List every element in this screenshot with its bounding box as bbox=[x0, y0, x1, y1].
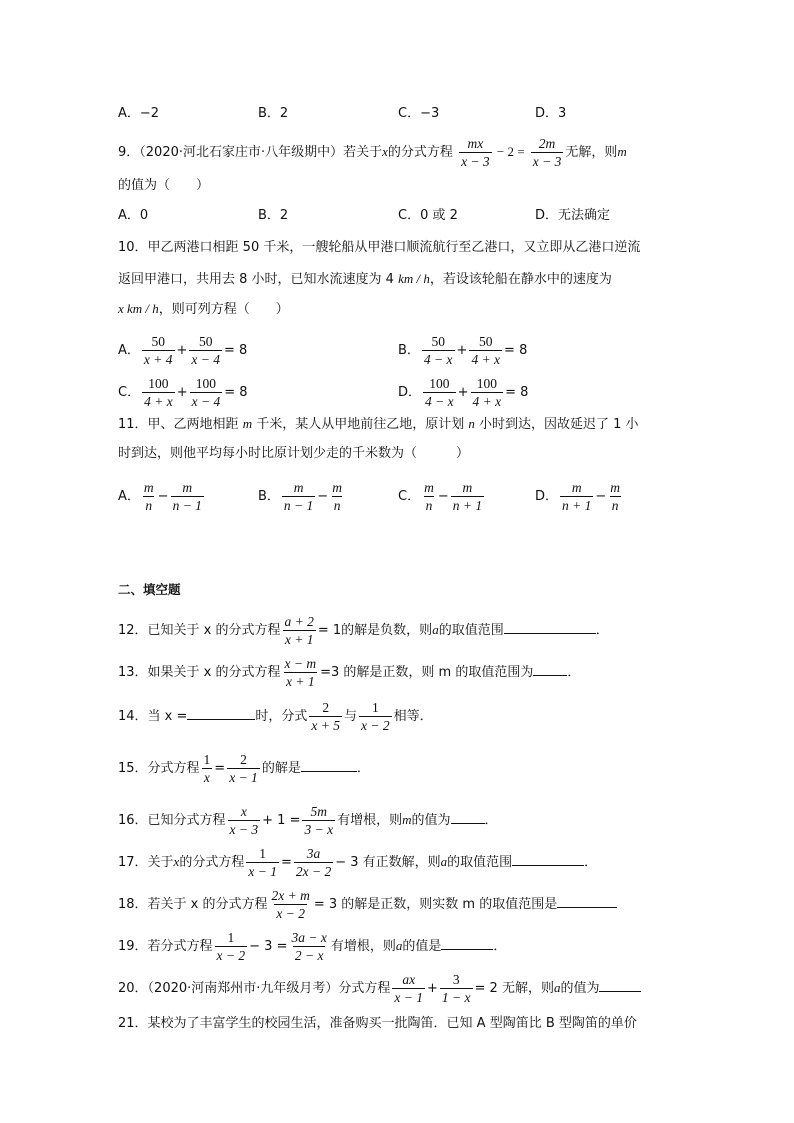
q15-fraction-1 bbox=[202, 752, 213, 785]
q11-option-b: B． $\frac{m}{n - 1}$ − $\frac{m}{n}$ bbox=[258, 480, 342, 513]
q16-a: 16．已知分式方程 bbox=[118, 813, 226, 828]
question-12 bbox=[118, 614, 609, 647]
question-15 bbox=[118, 752, 370, 785]
q10-l3a: x km / h bbox=[118, 301, 159, 316]
q20-f1d: x − 1 bbox=[394, 990, 424, 1005]
q10-d-label: D． bbox=[398, 385, 422, 400]
q14-f2n: 1 bbox=[371, 700, 379, 715]
q13-den: x + 1 bbox=[286, 674, 315, 689]
q20-mid: + bbox=[427, 981, 438, 996]
q10-l2b: ，若设该轮船在静水中的速度为 bbox=[429, 272, 612, 287]
q9-minus2: − 2 = bbox=[493, 144, 525, 159]
question-13 bbox=[118, 656, 580, 689]
q19-answer-blank[interactable] bbox=[441, 935, 493, 950]
q9-tail: 无解，则 bbox=[565, 145, 618, 160]
q10-b-label: B． bbox=[398, 343, 420, 358]
question-17 bbox=[118, 846, 597, 879]
q16-mid: + 1 = bbox=[262, 813, 301, 828]
q12-answer-blank[interactable] bbox=[504, 619, 596, 634]
q10-option-b: B． $\frac{50}{4 - x}$ + $\frac{50}{4 + x}$ = 8 bbox=[398, 334, 528, 367]
q17-fraction-1 bbox=[246, 846, 279, 879]
question-20 bbox=[118, 972, 641, 1005]
q11-line2: 时到达，则他平均每小时比原计划少走的千米数为（ ） bbox=[118, 446, 470, 461]
q10-d-frac2 bbox=[471, 376, 504, 409]
q12-a: 12．已知关于 x 的分式方程 bbox=[118, 623, 281, 638]
q10-c-frac2 bbox=[190, 376, 223, 409]
q11-a-f2n: m bbox=[182, 480, 193, 495]
q10-option-c: C． $\frac{100}{4 + x}$ + $\frac{100}{x - 4}$ = 8 bbox=[118, 376, 248, 409]
q11-a-f1d: n bbox=[145, 498, 153, 513]
q11-d-f1n: m bbox=[571, 480, 582, 495]
q15-eq: = bbox=[214, 761, 226, 776]
q9-option-b: B．2 bbox=[258, 208, 289, 223]
q10-b-f1n: 50 bbox=[431, 334, 445, 349]
q9-prefix: 9．（2020·河北石家庄市·八年级期中）若关于 bbox=[118, 145, 383, 160]
q10-c-f1d: 4 + x bbox=[144, 394, 173, 409]
q15-b: 的解是 bbox=[261, 761, 301, 776]
q10-c-eq: = 8 bbox=[224, 385, 248, 400]
q16-fraction-1 bbox=[228, 804, 261, 837]
q10-option-d: D． $\frac{100}{4 - x}$ + $\frac{100}{4 + x}$ = 8 bbox=[398, 376, 529, 409]
q9-f2-den: x − 3 bbox=[532, 154, 562, 169]
q14-a: 14．当 x = bbox=[118, 709, 188, 724]
q11-c-frac2 bbox=[451, 480, 484, 513]
q14-fraction-2 bbox=[359, 700, 392, 733]
q20-answer-blank[interactable] bbox=[599, 977, 641, 992]
q16-b: 有增根，则 bbox=[337, 813, 403, 828]
q9-option-a: A．0 bbox=[118, 208, 149, 223]
q10-a-frac2 bbox=[189, 334, 222, 367]
q11-a-f2d: n − 1 bbox=[172, 498, 202, 513]
q19-fraction-2 bbox=[289, 930, 328, 963]
q13-fraction bbox=[283, 656, 319, 689]
q10-option-a: A． $\frac{50}{x + 4}$ + $\frac{50}{x - 4}$ = 8 bbox=[118, 334, 248, 367]
q13-a: 13．如果关于 x 的分式方程 bbox=[118, 665, 281, 680]
q12-end: ． bbox=[595, 623, 609, 638]
q16-answer-blank[interactable] bbox=[451, 809, 485, 824]
q11-l1c: 小时到达，因故延迟了 1 小 bbox=[474, 417, 639, 432]
q15-f2d: x − 1 bbox=[229, 770, 258, 785]
q8-option-b: B．2 bbox=[258, 106, 289, 121]
q13-num: x − m bbox=[284, 656, 317, 671]
q11-c-frac1 bbox=[422, 480, 436, 513]
q20-f1n: ax bbox=[402, 972, 416, 987]
q11-c-f1d: n bbox=[425, 498, 433, 513]
q12-b: = 1的解是负数，则 bbox=[317, 623, 433, 638]
q11-n: n bbox=[468, 416, 475, 431]
q10-a-label: A． bbox=[118, 343, 140, 358]
q14-b: 时，分式 bbox=[255, 709, 308, 724]
q11-a-frac2 bbox=[171, 480, 204, 513]
q10-c-f1n: 100 bbox=[148, 376, 169, 391]
q11-l1a: 11．甲、乙两地相距 bbox=[118, 417, 243, 432]
q18-fraction bbox=[270, 888, 312, 921]
q10-b-f2n: 50 bbox=[478, 334, 493, 349]
q19-b: 有增根，则 bbox=[330, 939, 396, 954]
q11-a-f1n: m bbox=[143, 480, 154, 495]
q10-d-f1d: 4 − x bbox=[425, 394, 454, 409]
q20-fraction-1 bbox=[392, 972, 425, 1005]
q10-d-f1n: 100 bbox=[429, 376, 450, 391]
q11-a-label: A． bbox=[118, 489, 140, 504]
q20-fraction-2 bbox=[440, 972, 473, 1005]
q10-line2 bbox=[118, 269, 612, 290]
q10-b-f1d: 4 − x bbox=[423, 352, 453, 367]
q11-b-f2d: n bbox=[333, 498, 341, 513]
q8-option-c: C．−3 bbox=[398, 106, 440, 121]
q16-f1d: x − 3 bbox=[229, 822, 259, 837]
q17-d: 的取值范围 bbox=[447, 855, 513, 870]
q15-f1n: 1 bbox=[203, 752, 211, 767]
q9-fraction-1 bbox=[459, 136, 492, 169]
q19-mid: − 3 = bbox=[249, 939, 288, 954]
q9-f1-den: x − 3 bbox=[461, 154, 490, 169]
q10-d-f2d: 4 + x bbox=[472, 394, 502, 409]
q19-c: 的值是 bbox=[402, 939, 442, 954]
q13-answer-blank[interactable] bbox=[533, 661, 567, 676]
q19-f1d: x − 2 bbox=[216, 948, 246, 963]
q9-m: m bbox=[617, 144, 627, 159]
q17-end: ． bbox=[584, 855, 598, 870]
q9-option-c: C．0 或 2 bbox=[398, 208, 458, 223]
q11-line1 bbox=[118, 414, 639, 435]
q19-f2n: 3a − x bbox=[291, 930, 327, 945]
q8-option-a: A．−2 bbox=[118, 106, 160, 121]
q9-f2-num: 2m bbox=[538, 136, 556, 151]
q18-num: 2x + m bbox=[271, 888, 310, 903]
q19-end: ． bbox=[493, 939, 507, 954]
q10-c-frac1 bbox=[142, 376, 175, 409]
q11-b-frac1 bbox=[282, 480, 315, 513]
q15-fraction-2 bbox=[227, 752, 260, 785]
q8-option-d: D．3 bbox=[535, 106, 567, 121]
q11-b-f2n: m bbox=[332, 480, 342, 495]
q11-c-f1n: m bbox=[424, 480, 434, 495]
q12-c: 的取值范围 bbox=[438, 623, 504, 638]
q11-option-d: D． $\frac{m}{n + 1}$ − $\frac{m}{n}$ bbox=[535, 480, 621, 513]
q9-var: x bbox=[382, 144, 388, 159]
q14-f1n: 2 bbox=[322, 700, 330, 715]
q10-b-frac2 bbox=[469, 334, 502, 367]
q12-num: a + 2 bbox=[284, 614, 314, 629]
question-19 bbox=[118, 930, 506, 963]
q10-unit: km / h bbox=[398, 271, 430, 286]
q11-option-c: C． $\frac{m}{n}$ − $\frac{m}{n + 1}$ bbox=[398, 480, 483, 513]
q10-d-frac1 bbox=[423, 376, 456, 409]
q15-end: ． bbox=[356, 761, 370, 776]
q16-fraction-2 bbox=[302, 804, 335, 837]
q14-f1d: x + 5 bbox=[311, 718, 341, 733]
q10-l3b: ，则可列方程（ ） bbox=[158, 302, 289, 317]
q10-c-label: C． bbox=[118, 385, 141, 400]
q16-var: m bbox=[402, 812, 412, 827]
q10-c-f2n: 100 bbox=[195, 376, 217, 391]
q18-a: 18．若关于 x 的分式方程 bbox=[118, 897, 268, 912]
q17-fraction-2 bbox=[294, 846, 333, 879]
q20-var: a bbox=[553, 980, 561, 995]
q17-answer-blank[interactable] bbox=[512, 851, 584, 866]
q14-f2d: x − 2 bbox=[361, 718, 390, 733]
q11-d-f2d: n bbox=[611, 498, 619, 513]
q19-fraction-1 bbox=[215, 930, 248, 963]
q10-a-frac1 bbox=[142, 334, 175, 367]
q11-m: m bbox=[242, 416, 253, 431]
q17-f1n: 1 bbox=[259, 846, 267, 861]
q10-b-frac1 bbox=[422, 334, 455, 367]
q11-b-frac2 bbox=[330, 480, 344, 513]
q10-line3 bbox=[118, 299, 289, 320]
q11-d-frac1 bbox=[560, 480, 593, 513]
q11-l1b: 千米，某人从甲地前往乙地，原计划 bbox=[252, 417, 469, 432]
q11-b-f1n: m bbox=[293, 480, 304, 495]
q10-b-f2d: 4 + x bbox=[471, 352, 501, 367]
q19-a: 19．若分式方程 bbox=[118, 939, 213, 954]
q18-b: = 3 的解是正数，则实数 m 的取值范围是 bbox=[313, 897, 558, 912]
q17-mid: = bbox=[280, 855, 292, 870]
q10-a-eq: = 8 bbox=[224, 343, 248, 358]
q11-a-frac1 bbox=[142, 480, 156, 513]
q11-c-f2d: n + 1 bbox=[452, 498, 483, 513]
q18-answer-blank[interactable] bbox=[557, 893, 617, 908]
q17-c: − 3 有正数解，则 bbox=[335, 855, 441, 870]
q11-option-a: A． $\frac{m}{n}$ − $\frac{m}{n - 1}$ bbox=[118, 480, 202, 513]
question-14 bbox=[118, 700, 433, 733]
q10-d-eq: = 8 bbox=[505, 385, 529, 400]
q17-f1d: x − 1 bbox=[248, 864, 277, 879]
q16-c: 的值为 bbox=[411, 813, 451, 828]
q16-end: ． bbox=[484, 813, 498, 828]
section-heading-fill-in: 二、填空题 bbox=[118, 582, 181, 597]
q10-b-eq: = 8 bbox=[504, 343, 528, 358]
q19-f1n: 1 bbox=[227, 930, 235, 945]
q17-var: a bbox=[440, 854, 448, 869]
q16-f1n: x bbox=[240, 804, 247, 819]
q17-f2d: 2x − 2 bbox=[295, 864, 332, 879]
q11-d-f1d: n + 1 bbox=[562, 498, 592, 513]
q17-f2n: 3a bbox=[306, 846, 321, 861]
q14-c: 与 bbox=[344, 709, 358, 724]
q11-d-f2n: m bbox=[610, 480, 621, 495]
q9-option-d: D．无法确定 bbox=[535, 208, 611, 223]
q20-b: = 2 无解，则 bbox=[474, 981, 554, 996]
q9-f1-num: mx bbox=[467, 136, 484, 151]
q20-a: 20．（2020·河南郑州市·九年级月考）分式方程 bbox=[118, 981, 391, 996]
q10-line1: 10．甲乙两港口相距 50 千米，一艘轮船从甲港口顺流航行至乙港口，又立即从乙港口逆流 bbox=[118, 240, 641, 255]
q15-a: 15．分式方程 bbox=[118, 761, 200, 776]
q16-f2n: 5m bbox=[310, 804, 328, 819]
q14-d: 相等． bbox=[393, 709, 433, 724]
q10-a-f2d: x − 4 bbox=[191, 352, 221, 367]
q9-mid: 的分式方程 bbox=[387, 145, 453, 160]
q19-var: a bbox=[395, 938, 403, 953]
q20-f2d: 1 − x bbox=[441, 990, 471, 1005]
q17-b: 的分式方程 bbox=[179, 855, 245, 870]
q11-c-label: C． bbox=[398, 489, 421, 504]
q15-f1d: x bbox=[203, 770, 210, 785]
q10-a-f2n: 50 bbox=[198, 334, 213, 349]
q10-a-f1d: x + 4 bbox=[143, 352, 173, 367]
question-21: 21．某校为了丰富学生的校园生活，准备购买一批陶笛．已知 A 型陶笛比 B 型陶笛的单价 bbox=[118, 1016, 637, 1031]
q10-c-f2d: x − 4 bbox=[191, 394, 221, 409]
q11-b-label: B． bbox=[258, 489, 280, 504]
q13-b: =3 的解是正数，则 m 的取值范围为 bbox=[320, 665, 534, 680]
q11-c-f2n: m bbox=[462, 480, 473, 495]
q15-answer-blank[interactable] bbox=[301, 757, 357, 772]
q12-fraction bbox=[283, 614, 316, 647]
q12-den: x + 1 bbox=[284, 632, 314, 647]
q16-f2d: 3 − x bbox=[304, 822, 334, 837]
q11-d-frac2 bbox=[608, 480, 622, 513]
question-16 bbox=[118, 804, 498, 837]
q15-f2n: 2 bbox=[240, 752, 247, 767]
q12-var: a bbox=[432, 622, 439, 637]
q10-a-f1n: 50 bbox=[151, 334, 165, 349]
q17-x: x bbox=[173, 854, 180, 869]
q11-d-label: D． bbox=[535, 489, 559, 504]
q13-end: ． bbox=[567, 665, 581, 680]
q20-f2n: 3 bbox=[452, 972, 460, 987]
question-9 bbox=[118, 136, 627, 169]
q10-d-f2n: 100 bbox=[476, 376, 497, 391]
q20-c: 的值为 bbox=[560, 981, 600, 996]
question-18 bbox=[118, 888, 617, 921]
q10-l2a: 返回甲港口，共用去 8 小时，已知水流速度为 4 bbox=[118, 272, 399, 287]
q9-fraction-2 bbox=[531, 136, 564, 169]
q11-b-f1d: n − 1 bbox=[283, 498, 314, 513]
q18-den: x − 2 bbox=[276, 906, 305, 921]
q17-a: 17．关于 bbox=[118, 855, 174, 870]
q14-fraction-1 bbox=[309, 700, 342, 733]
q9-line2: 的值为（ ） bbox=[118, 178, 210, 193]
q19-f2d: 2 − x bbox=[294, 948, 324, 963]
q14-answer-blank[interactable] bbox=[187, 705, 255, 720]
